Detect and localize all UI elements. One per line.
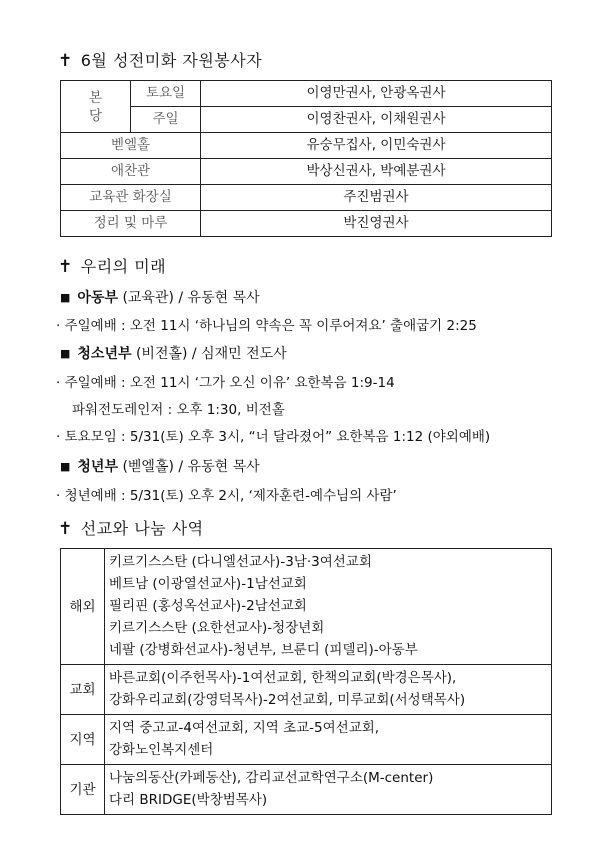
category-cell: 기관: [61, 765, 105, 815]
young-adult-dept-heading: [60, 456, 260, 476]
schedule-line: · 주일예배 : 오전 11시 ‘그가 오신 이유’ 요한복음 1:9-14: [56, 375, 395, 391]
schedule-line: · 토요모임 : 5/31(토) 오후 3시, “너 달라졌어” 요한복음 1:12 (야외예배): [56, 429, 491, 445]
cross-icon: ✝: [58, 519, 73, 539]
table-row: [61, 211, 552, 237]
mission-line: 지역 중고교-4여선교회, 지역 초교-5여선교회,: [109, 720, 380, 736]
table-row: [61, 549, 552, 665]
mission-lines-cell: [105, 665, 552, 715]
place-cell: 토요일: [131, 81, 201, 107]
children-dept-heading: [60, 287, 260, 307]
schedule-line: · 청년예배 : 5/31(토) 오후 2시, ‘제자훈련-예수님의 사람’: [56, 488, 397, 504]
table-row: [61, 665, 552, 715]
future-title-text: 우리의 미래: [80, 257, 167, 276]
table-row: [61, 765, 552, 815]
cross-icon: ✝: [58, 51, 73, 71]
names-cell: 박상신권사, 박예분권사: [201, 159, 552, 185]
schedule-line: · 주일예배 : 오전 11시 ‘하나님의 약속은 꼭 이루어져요’ 출애굽기 2:25: [56, 318, 477, 334]
table-row: [61, 159, 552, 185]
square-bullet-icon: ■: [60, 347, 71, 360]
square-bullet-icon: ■: [60, 291, 71, 304]
mission-title-text: 선교와 나눔 사역: [80, 519, 204, 538]
cross-icon: ✝: [58, 257, 73, 277]
mission-line: 키르기스스탄 (요한선교사)-청장년회: [109, 620, 325, 636]
square-bullet-icon: ■: [60, 460, 71, 473]
dept-place-leader: (벧엘홀) / 유동현 목사: [122, 459, 260, 475]
table-row: [61, 715, 552, 765]
volunteer-table: [60, 80, 552, 237]
mission-title: [58, 516, 204, 539]
mission-line: 다리 BRIDGE(박창범목사): [109, 792, 268, 808]
dept-name: 아동부: [77, 290, 118, 306]
dept-place-leader: (교육관) / 유동현 목사: [122, 290, 260, 306]
place-cell: 주일: [131, 107, 201, 133]
category-cell: 지역: [61, 715, 105, 765]
main-hall-label: 본 당: [61, 81, 131, 133]
future-title: [58, 254, 166, 277]
youth-dept-heading: [60, 343, 287, 363]
table-row: [61, 133, 552, 159]
mission-line: 강화우리교회(강영덕목사)-2여선교회, 미루교회(서성택목사): [109, 692, 466, 708]
place-cell: 벧엘홀: [61, 133, 201, 159]
dept-name: 청소년부: [77, 346, 132, 362]
names-cell: 유숭무집사, 이민숙권사: [201, 133, 552, 159]
category-cell: 교회: [61, 665, 105, 715]
names-cell: 박진영권사: [201, 211, 552, 237]
names-cell: 주진범권사: [201, 185, 552, 211]
volunteers-title-text: 6월 성전미화 자원봉사자: [80, 51, 263, 70]
schedule-line: 파워전도레인저 : 오후 1:30, 비전홀: [72, 402, 285, 418]
mission-line: 바른교회(이주헌목사)-1여선교회, 한책의교회(박경은목사),: [109, 670, 457, 686]
names-cell: 이영찬권사, 이채원권사: [201, 107, 552, 133]
mission-lines-cell: [105, 715, 552, 765]
volunteers-title: [58, 48, 262, 71]
dept-place-leader: (비전홀) / 심재민 전도사: [135, 346, 287, 362]
mission-line: 필리핀 (홍성옥선교사)-2남선교회: [109, 598, 307, 614]
table-row: [61, 185, 552, 211]
mission-line: 나눔의동산(카페동산), 감리교선교학연구소(M-center): [109, 770, 434, 786]
place-cell: 정리 및 마루: [61, 211, 201, 237]
mission-line: 네팔 (강병화선교사)-청년부, 브룬디 (피델리)-아동부: [109, 642, 418, 658]
place-cell: 애찬관: [61, 159, 201, 185]
table-row: [61, 107, 552, 133]
mission-line: 키르기스스탄 (다니엘선교사)-3남·3여선교회: [109, 554, 372, 570]
table-row: [61, 81, 552, 107]
mission-line: 강화노인복지센터: [109, 742, 214, 758]
mission-table: [60, 548, 552, 815]
place-cell: 교육관 화장실: [61, 185, 201, 211]
dept-name: 청년부: [77, 459, 118, 475]
mission-lines-cell: [105, 765, 552, 815]
category-cell: 해외: [61, 549, 105, 665]
names-cell: 이영만권사, 안광옥권사: [201, 81, 552, 107]
mission-lines-cell: [105, 549, 552, 665]
mission-line: 베트남 (이광열선교사)-1남선교회: [109, 576, 307, 592]
